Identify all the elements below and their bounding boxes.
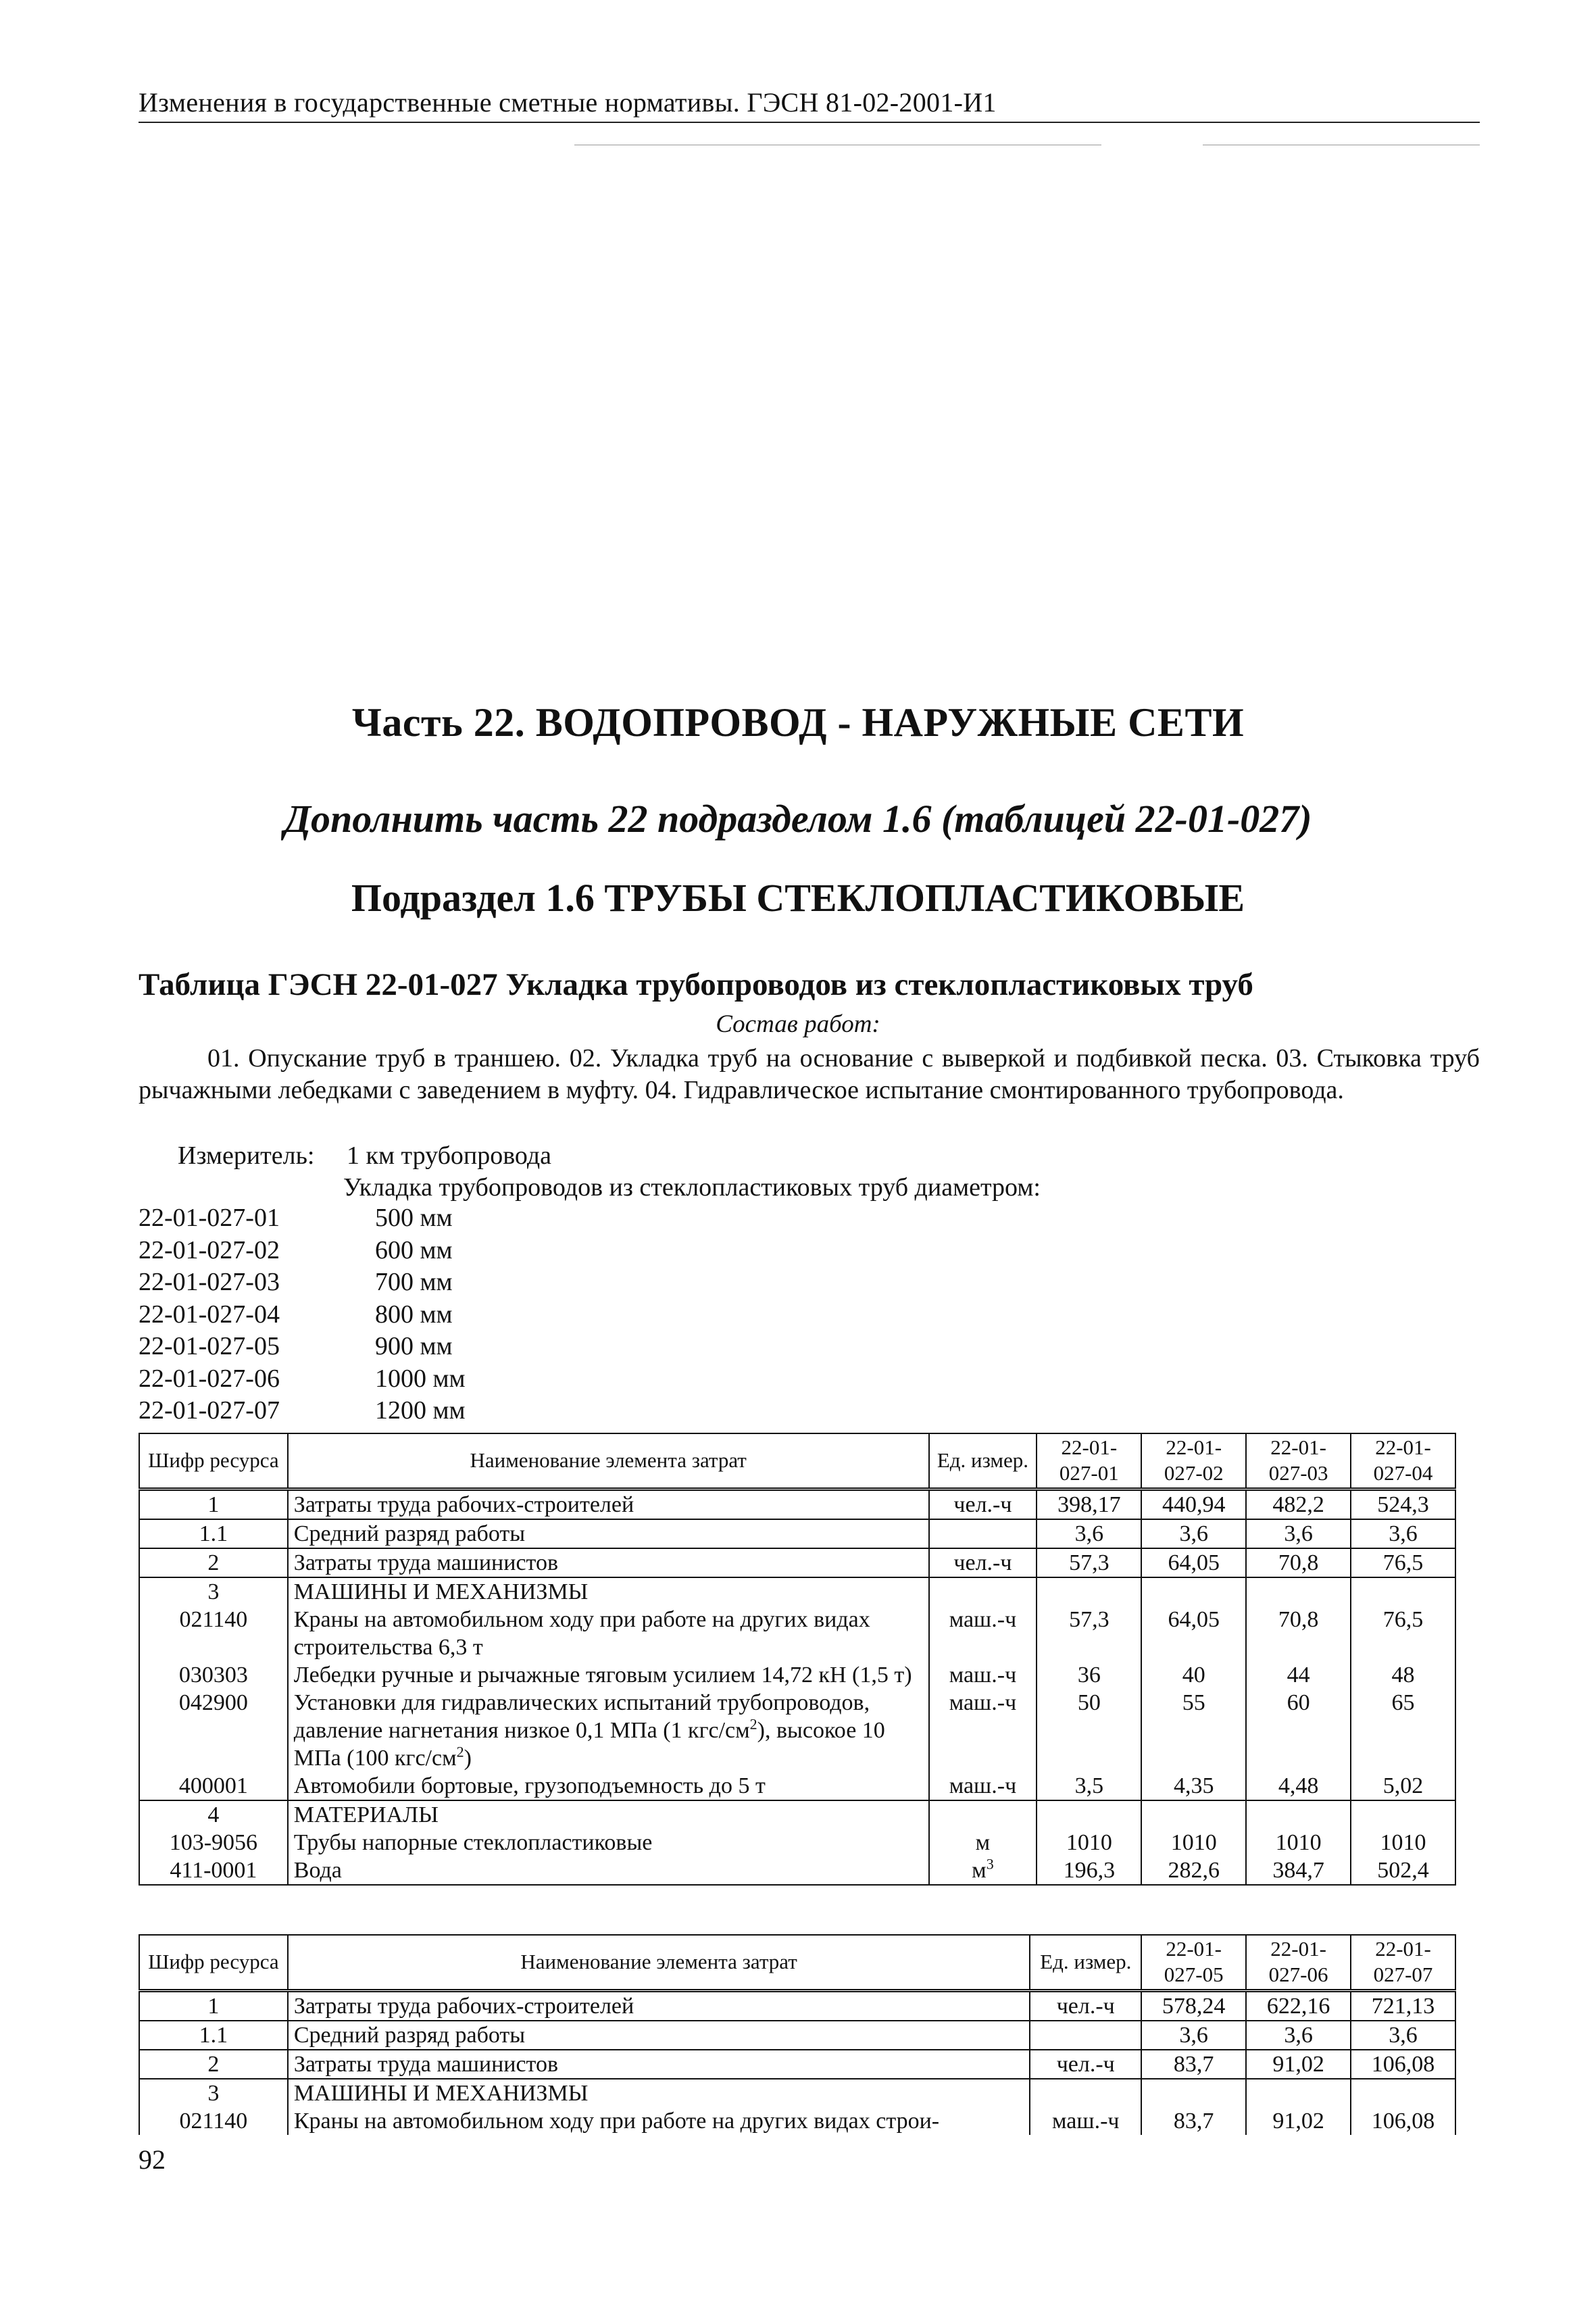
- value: 64,05: [1141, 1548, 1246, 1577]
- value: 83,7: [1141, 2107, 1246, 2135]
- header-code: Шифр ресурса: [139, 1935, 288, 1990]
- code-row: [139, 1364, 466, 1396]
- value: 50: [1037, 1689, 1141, 1772]
- table-row: [139, 1829, 1455, 1856]
- resource-code: 1.1: [139, 1519, 288, 1548]
- norm-code: 22-01-027-03: [139, 1268, 280, 1296]
- value: 3,6: [1351, 1519, 1455, 1548]
- value: 70,8: [1246, 1606, 1351, 1661]
- value: 57,3: [1037, 1548, 1141, 1577]
- page-number: 92: [139, 2144, 166, 2175]
- cost-element: [288, 1689, 929, 1772]
- text-part: ), высокое 10 МПа (100 кгс/см: [293, 1717, 885, 1771]
- value: 3,6: [1246, 2021, 1351, 2050]
- section-title: МАШИНЫ И МЕХАНИЗМЫ: [288, 1577, 929, 1606]
- value: 76,5: [1351, 1548, 1455, 1577]
- section-title: МАТЕРИАЛЫ: [288, 1800, 929, 1829]
- resource-code: 2: [139, 2050, 288, 2079]
- running-header: Изменения в государственные сметные нормативы. ГЭСН 81-02-2001-И1: [139, 87, 997, 118]
- unit-base: м: [972, 1857, 987, 1883]
- value: 40: [1141, 1661, 1246, 1689]
- cost-element: Затраты труда машинистов: [288, 2050, 1030, 2079]
- value: 282,6: [1141, 1856, 1246, 1885]
- value: 91,02: [1246, 2050, 1351, 2079]
- table-row: [139, 1689, 1455, 1772]
- code-row: [139, 1300, 466, 1332]
- pipe-diameter: 900 мм: [375, 1332, 453, 1360]
- table-row: [139, 1661, 1455, 1689]
- table-header-row: [139, 1935, 1455, 1990]
- value: 196,3: [1037, 1856, 1141, 1885]
- header-norm-col: 22-01-027-05: [1141, 1935, 1246, 1990]
- text-part: Установки для гидравлических испытаний трубопроводов, давление нагнетания низкое 0,1 МПа (1 кгс/см: [293, 1690, 870, 1743]
- value: 578,24: [1141, 1990, 1246, 2021]
- value: 36: [1037, 1661, 1141, 1689]
- superscript: 2: [456, 1743, 464, 1761]
- norm-code: 22-01-027-07: [139, 1396, 280, 1425]
- resource-code: 1: [139, 1990, 288, 2021]
- unit: маш.-ч: [929, 1772, 1037, 1800]
- header-name: Наименование элемента затрат: [288, 1935, 1030, 1990]
- norm-code: 22-01-027-01: [139, 1204, 280, 1232]
- resource-code: 1.1: [139, 2021, 288, 2050]
- pipe-diameter: 1200 мм: [375, 1396, 466, 1425]
- table-row: [139, 1990, 1455, 2021]
- cost-element: Вода: [288, 1856, 929, 1885]
- table-row: [139, 1856, 1455, 1885]
- pipe-diameter: 1000 мм: [375, 1364, 466, 1393]
- header-unit: Ед. измер.: [1030, 1935, 1141, 1990]
- value: 482,2: [1246, 1489, 1351, 1519]
- unit: [1030, 2021, 1141, 2050]
- value: 1010: [1246, 1829, 1351, 1856]
- header-name: Наименование элемента затрат: [288, 1433, 929, 1489]
- unit: чел.-ч: [929, 1548, 1037, 1577]
- unit: [929, 1856, 1037, 1885]
- value: 524,3: [1351, 1489, 1455, 1519]
- value: 44: [1246, 1661, 1351, 1689]
- resource-code: 103-9056: [139, 1829, 288, 1856]
- resource-code: 400001: [139, 1772, 288, 1800]
- code-row: [139, 1235, 466, 1268]
- cost-element: Краны на автомобильном ходу при работе на других видах строи-: [288, 2107, 1030, 2135]
- norm-code: 22-01-027-05: [139, 1332, 280, 1360]
- value: 70,8: [1246, 1548, 1351, 1577]
- value: 1010: [1037, 1829, 1141, 1856]
- part-title: Часть 22. ВОДОПРОВОД - НАРУЖНЫЕ СЕТИ: [351, 700, 1245, 745]
- resource-code: 2: [139, 1548, 288, 1577]
- norm-table-1: [139, 1433, 1456, 1886]
- cost-element: Средний разряд работы: [288, 1519, 929, 1548]
- table-row: [139, 2107, 1455, 2135]
- header-norm-col: 22-01-027-03: [1246, 1433, 1351, 1489]
- value: 106,08: [1351, 2050, 1455, 2079]
- pipe-diameter: 500 мм: [375, 1204, 453, 1232]
- work-composition-label: Состав работ:: [716, 1010, 880, 1038]
- unit: чел.-ч: [1030, 2050, 1141, 2079]
- header-unit: Ед. измер.: [929, 1433, 1037, 1489]
- cost-element: Затраты труда машинистов: [288, 1548, 929, 1577]
- code-row: [139, 1267, 466, 1300]
- table-row: [139, 2021, 1455, 2050]
- cost-element: Трубы напорные стеклопластиковые: [288, 1829, 929, 1856]
- unit: маш.-ч: [929, 1661, 1037, 1689]
- value: 106,08: [1351, 2107, 1455, 2135]
- table-header-row: [139, 1433, 1455, 1489]
- value: 3,6: [1141, 1519, 1246, 1548]
- resource-code: 042900: [139, 1689, 288, 1772]
- value: 3,6: [1246, 1519, 1351, 1548]
- header-norm-col: 22-01-027-06: [1246, 1935, 1351, 1990]
- resource-code: 030303: [139, 1661, 288, 1689]
- value: 502,4: [1351, 1856, 1455, 1885]
- cost-element: Автомобили бортовые, грузоподъемность до 5 т: [288, 1772, 929, 1800]
- work-composition-text: 01. Опускание труб в траншею. 02. Укладка труб на основание с выверкой и подбивкой песка. 03. Стыковка труб рычажными лебедками с заведением в муфту. 04. Гидравлическое испытание смонтированного трубопровода.: [139, 1044, 1480, 1104]
- cost-element: Затраты труда рабочих-строителей: [288, 1990, 1030, 2021]
- unit: маш.-ч: [1030, 2107, 1141, 2135]
- value: 64,05: [1141, 1606, 1246, 1661]
- value: 48: [1351, 1661, 1455, 1689]
- unit: чел.-ч: [929, 1489, 1037, 1519]
- unit: маш.-ч: [929, 1689, 1037, 1772]
- cost-element: Лебедки ручные и рычажные тяговым усилием 14,72 кН (1,5 т): [288, 1661, 929, 1689]
- section-title: МАШИНЫ И МЕХАНИЗМЫ: [288, 2079, 1030, 2107]
- table-row: [139, 2050, 1455, 2079]
- unit: маш.-ч: [929, 1606, 1037, 1661]
- header-rule: [139, 122, 1480, 123]
- resource-code: 3: [139, 2079, 288, 2107]
- value: 65: [1351, 1689, 1455, 1772]
- norm-code: 22-01-027-06: [139, 1364, 280, 1393]
- cost-element: Средний разряд работы: [288, 2021, 1030, 2050]
- supplement-note: Дополнить часть 22 подразделом 1.6 (таблицей 22-01-027): [284, 797, 1312, 841]
- meter-value: 1 км трубопровода: [347, 1141, 552, 1170]
- value: 57,3: [1037, 1606, 1141, 1661]
- section-row-machines: [139, 2079, 1455, 2107]
- section-row-machines: [139, 1577, 1455, 1606]
- meter-label: Измеритель:: [178, 1141, 315, 1170]
- value: 622,16: [1246, 1990, 1351, 2021]
- value: 83,7: [1141, 2050, 1246, 2079]
- value: 4,48: [1246, 1772, 1351, 1800]
- resource-code: 411-0001: [139, 1856, 288, 1885]
- unit: м: [929, 1829, 1037, 1856]
- resource-code: 4: [139, 1800, 288, 1829]
- code-row: [139, 1203, 466, 1235]
- value: 55: [1141, 1689, 1246, 1772]
- value: 1010: [1141, 1829, 1246, 1856]
- norm-code: 22-01-027-04: [139, 1300, 280, 1329]
- resource-code: 021140: [139, 2107, 288, 2135]
- table-row: [139, 1606, 1455, 1661]
- norm-table-2: [139, 1934, 1456, 2135]
- pipe-diameter: 600 мм: [375, 1235, 453, 1264]
- value: 60: [1246, 1689, 1351, 1772]
- pipe-diameter: 800 мм: [375, 1300, 453, 1329]
- value: 398,17: [1037, 1489, 1141, 1519]
- value: 3,6: [1037, 1519, 1141, 1548]
- table-row: [139, 1772, 1455, 1800]
- table-row: [139, 1519, 1455, 1548]
- header-norm-col: 22-01-027-02: [1141, 1433, 1246, 1489]
- unit: [929, 1519, 1037, 1548]
- resource-code: 3: [139, 1577, 288, 1606]
- code-row: [139, 1396, 466, 1428]
- unit: чел.-ч: [1030, 1990, 1141, 2021]
- header-norm-col: 22-01-027-04: [1351, 1433, 1455, 1489]
- value: 4,35: [1141, 1772, 1246, 1800]
- value: 1010: [1351, 1829, 1455, 1856]
- header-norm-col: 22-01-027-01: [1037, 1433, 1141, 1489]
- resource-code: 021140: [139, 1606, 288, 1661]
- code-row: [139, 1331, 466, 1364]
- superscript: 2: [749, 1715, 757, 1733]
- subsection-title: Подраздел 1.6 ТРУБЫ СТЕКЛОПЛАСТИКОВЫЕ: [351, 876, 1245, 920]
- diameter-caption: Укладка трубопроводов из стеклопластиковых труб диаметром:: [343, 1173, 1041, 1202]
- value: 3,5: [1037, 1772, 1141, 1800]
- value: 3,6: [1141, 2021, 1246, 2050]
- pipe-diameter: 700 мм: [375, 1268, 453, 1296]
- header-code: Шифр ресурса: [139, 1433, 288, 1489]
- section-row-materials: [139, 1800, 1455, 1829]
- table-row: [139, 1548, 1455, 1577]
- value: 91,02: [1246, 2107, 1351, 2135]
- value: 721,13: [1351, 1990, 1455, 2021]
- cost-element: Краны на автомобильном ходу при работе на других видах строительства 6,3 т: [288, 1606, 929, 1661]
- text-part: ): [464, 1745, 472, 1771]
- value: 76,5: [1351, 1606, 1455, 1661]
- value: 3,6: [1351, 2021, 1455, 2050]
- norm-code: 22-01-027-02: [139, 1235, 280, 1264]
- value: 440,94: [1141, 1489, 1246, 1519]
- norm-code-list: [139, 1203, 466, 1428]
- value: 384,7: [1246, 1856, 1351, 1885]
- cost-element: Затраты труда рабочих-строителей: [288, 1489, 929, 1519]
- table-row: [139, 1489, 1455, 1519]
- resource-code: 1: [139, 1489, 288, 1519]
- header-norm-col: 22-01-027-07: [1351, 1935, 1455, 1990]
- value: 5,02: [1351, 1772, 1455, 1800]
- superscript: 3: [986, 1855, 994, 1873]
- table-title: Таблица ГЭСН 22-01-027 Укладка трубопроводов из стеклопластиковых труб: [139, 967, 1253, 1002]
